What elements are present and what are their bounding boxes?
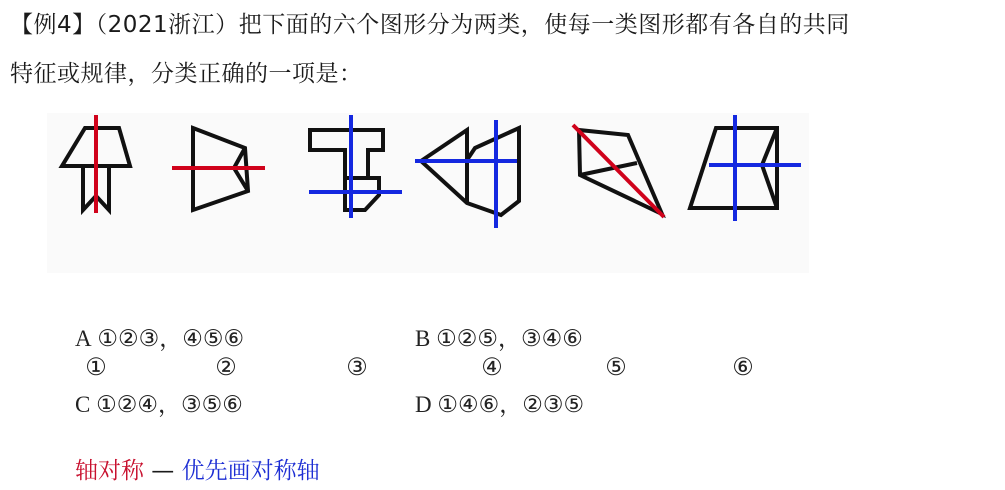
figure-label-2: ② — [215, 353, 237, 381]
figure-label-4: ④ — [481, 353, 503, 381]
option-a-letter: A — [75, 326, 92, 351]
figure-3-shape — [310, 130, 383, 210]
hint-dash: — — [144, 458, 182, 484]
question-source: （2021浙江） — [95, 12, 239, 38]
hint-draw-axis-first: 优先画对称轴 — [181, 458, 320, 484]
example-tag: 【例4】 — [10, 12, 96, 38]
question-text-2: 特征或规律，分类正确的一项是： — [10, 61, 363, 87]
option-d[interactable] — [415, 386, 584, 419]
figure-4-shape — [421, 128, 519, 215]
figure-5-axis — [573, 125, 664, 217]
option-d-text: ①④⑥，②③⑤ — [437, 392, 585, 417]
option-b-text: ①②⑤，③④⑥ — [436, 326, 583, 351]
figure-label-5: ⑤ — [605, 353, 627, 381]
figures-svg — [47, 113, 809, 273]
figure-label-3: ③ — [346, 353, 368, 381]
hint-axis-symmetry: 轴对称 — [75, 458, 144, 484]
hint-line — [75, 452, 320, 485]
figure-label-6: ⑥ — [732, 353, 754, 381]
question-line-1 — [10, 10, 850, 40]
option-b[interactable] — [415, 320, 583, 353]
option-c-text: ①②④，③⑤⑥ — [96, 392, 243, 417]
figure-label-1: ① — [85, 353, 107, 381]
question-line-2 — [10, 59, 363, 89]
option-c[interactable] — [75, 386, 243, 419]
option-c-letter: C — [75, 392, 91, 417]
option-a[interactable] — [75, 320, 244, 353]
question-text-1: 把下面的六个图形分为两类，使每一类图形都有各自的共同 — [238, 12, 850, 38]
option-d-letter: D — [415, 392, 432, 417]
option-b-letter: B — [415, 326, 431, 351]
option-a-text: ①②③，④⑤⑥ — [97, 326, 245, 351]
